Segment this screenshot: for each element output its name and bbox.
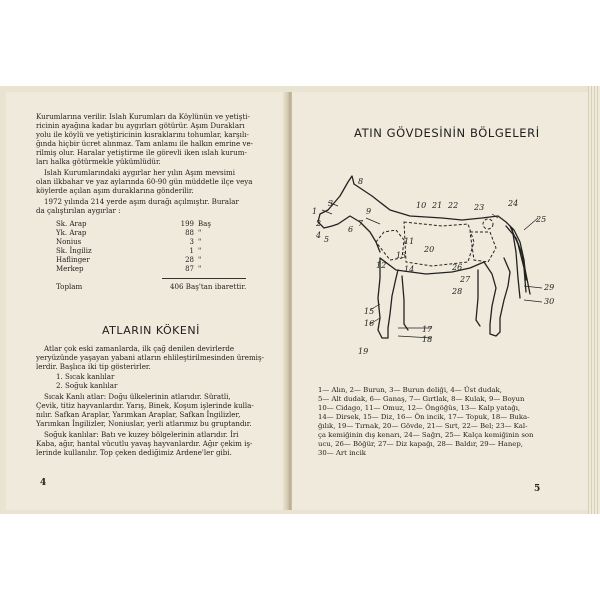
horse-hind-leg	[484, 258, 510, 336]
breed-count: 28	[185, 255, 194, 264]
legend-line: ğılık, 19— Tırnak, 20— Gövde, 21— Sırt, 22— Bel; 23— Kal-	[318, 422, 528, 430]
diagram-label: 19	[358, 347, 369, 356]
breed-name: Merkep	[56, 264, 84, 273]
text-line: yolu ile köylü ve yetiştiricinin kısraklarını tohumlar, karşılı-	[36, 130, 249, 139]
text-line: Soğuk kanlılar: Batı ve kuzey bölgelerinin atlarıdır. İri	[44, 430, 239, 439]
text-line: Islah Kurumlarındaki aygırlar her yılın Aşım mevsimi	[44, 168, 235, 177]
page-edges	[588, 86, 600, 514]
breed-count: 88	[185, 228, 194, 237]
text-line: ricinin ayağına kadar bu aygırları götürür. Aşım Durakları	[36, 121, 245, 130]
diagram-label: 28	[452, 287, 463, 296]
open-book	[0, 86, 600, 514]
diagram-label: 23	[474, 203, 485, 212]
table-row	[54, 264, 213, 273]
diagram-label: 17	[422, 325, 433, 334]
text-line: Çevik, titiz hayvanlardır. Yarış, Binek, Koşum işlerinde kulla-	[36, 401, 254, 410]
legend-line: 1— Alın, 2— Burun, 3— Burun deliği, 4— Üst dudak,	[318, 386, 502, 394]
text-line: yeryüzünde yaşayan yabani atların ehlileştirilmesinden üremiş-	[36, 353, 264, 362]
page-number: 5	[534, 484, 541, 494]
horse-hip-point	[483, 219, 493, 229]
breed-unit: "	[198, 246, 202, 255]
page-number: 4	[40, 478, 47, 488]
diagram-label: 14	[404, 265, 415, 274]
diagram-label: 3	[328, 199, 334, 208]
section-heading: ATLARIN KÖKENİ	[102, 324, 200, 337]
text-line: rilmiş olur. Haralar yetiştirme ile görevli iken ıslah kurum-	[36, 148, 247, 157]
breed-name: Haflinger	[56, 255, 90, 264]
diagram-label: 20	[424, 245, 435, 254]
diagram-label: 9	[366, 207, 372, 216]
breed-count: 87	[185, 264, 194, 273]
table-row	[54, 255, 213, 264]
diagram-label: 24	[508, 199, 519, 208]
breed-unit: "	[198, 237, 202, 246]
diagram-label: 1	[312, 207, 318, 216]
diagram-label: 15	[364, 307, 375, 316]
total-value: 406 Baş'tan ibarettir.	[170, 282, 247, 291]
legend-line: ucu, 26— Böğür, 27— Diz kapağı, 28— Baldır, 29— Hanep,	[318, 440, 523, 448]
page-title: ATIN GÖVDESİNİN BÖLGELERİ	[354, 126, 540, 140]
legend-line: 14— Dirsek, 15— Diz, 16— Ön incik, 17— Topuk, 18— Buka-	[318, 413, 530, 421]
diagram-label: 29	[544, 283, 555, 292]
breed-name: Sk. Arap	[56, 219, 87, 228]
table-row	[54, 246, 213, 255]
diagram-label: 13	[396, 251, 407, 260]
breed-count: 199	[180, 219, 194, 228]
diagram-label: 2	[316, 219, 322, 228]
text-line: lerdir. Başlıca iki tip gösterirler.	[36, 362, 151, 371]
legend-line: ça kemiğinin dış kenarı, 24— Sağrı, 25— Kalça kemiğinin son	[318, 431, 534, 439]
text-line: da çalıştırılan aygırlar :	[36, 206, 121, 215]
diagram-label: 30	[544, 297, 555, 306]
table-row	[54, 237, 213, 246]
diagram-label: 7	[358, 219, 364, 228]
diagram-label: 12	[376, 261, 387, 270]
breed-unit: "	[198, 264, 202, 273]
text-line: Atlar çok eski zamanlarda, ilk çağ denilen devirlerde	[44, 344, 235, 353]
left-page	[6, 92, 291, 510]
horse-stifle-region	[470, 232, 496, 262]
breed-name: Nonius	[56, 237, 82, 246]
diagram-label: 16	[364, 319, 375, 328]
breeds-table	[54, 219, 213, 273]
horse-body-region	[404, 222, 474, 266]
diagram-label: 11	[404, 237, 415, 246]
breed-name: Sk. İngiliz	[56, 246, 92, 255]
total-label: Toplam	[56, 282, 83, 291]
diagram-label: 27	[460, 275, 471, 284]
diagram-label: 21	[432, 201, 443, 210]
text-line: Sıcak Kanlı atlar: Doğu ülkelerinin atlarıdır. Süratli,	[44, 392, 231, 401]
diagram-label: 6	[348, 225, 354, 234]
text-line: köylerde açılan aşım duraklarına gönderilir.	[36, 186, 194, 195]
text-line: Kaba, ağır, hantal vücutlu yavaş hayvanlardır. Ağır çekim iş-	[36, 439, 253, 448]
legend-line: 10— Cidago, 11— Omuz, 12— Öngöğüs, 13— Kalp yatağı,	[318, 404, 521, 412]
horse-diagram	[292, 92, 590, 362]
diagram-label: 22	[448, 201, 459, 210]
diagram-label: 10	[416, 201, 427, 210]
text-line: Kurumlarına verilir. Islah Kurumları da Köylünün ve yetişti-	[36, 112, 250, 121]
text-line: ğında hiçbir ücret alınmaz. Tam anlamı ile halkın emrine ve-	[36, 139, 254, 148]
diagram-label: 4	[316, 231, 322, 240]
diagram-label: 25	[536, 215, 547, 224]
legend-line: 30— Art incik	[318, 449, 366, 457]
breed-unit: "	[198, 228, 202, 237]
diagram-label: 5	[324, 235, 330, 244]
list-item: 2. Soğuk kanlılar	[56, 381, 118, 390]
list-item: 1. Sıcak kanlılar	[56, 372, 115, 381]
breed-unit: Baş	[198, 219, 211, 228]
text-line: lerinde kullanılır. Top çeken dediğimiz Ardene'ler gibi.	[36, 448, 232, 457]
breed-count: 3	[189, 237, 194, 246]
diagram-label: 8	[358, 177, 364, 186]
diagram-label: 26	[452, 263, 463, 272]
text-line: olan ilkbahar ve yaz aylarında 60-90 gün müddetle ilçe veya	[36, 177, 253, 186]
text-line: Yarımkan İngilizler, Noniuslar, yerli atlarımız bu gruptandır.	[36, 419, 252, 428]
table-row	[54, 228, 213, 237]
breed-unit: "	[198, 255, 202, 264]
diagram-label: 18	[422, 335, 433, 344]
breed-name: Yk. Arap	[56, 228, 87, 237]
text-line: 1972 yılında 214 yerde aşım durağı açılmıştır. Buralar	[44, 197, 239, 206]
total-divider	[162, 278, 246, 279]
breed-count: 1	[189, 246, 194, 255]
right-page	[292, 92, 590, 510]
table-row	[54, 219, 213, 228]
legend-line: 5— Alt dudak, 6— Ganaş, 7— Gırtlak, 8— Kulak, 9— Boyun	[318, 395, 525, 403]
text-line: nılır. Safkan Araplar, Yarımkan Araplar, Safkan İngilizler,	[36, 410, 241, 419]
text-line: ları halka götürmekle yükümlüdür.	[36, 157, 161, 166]
